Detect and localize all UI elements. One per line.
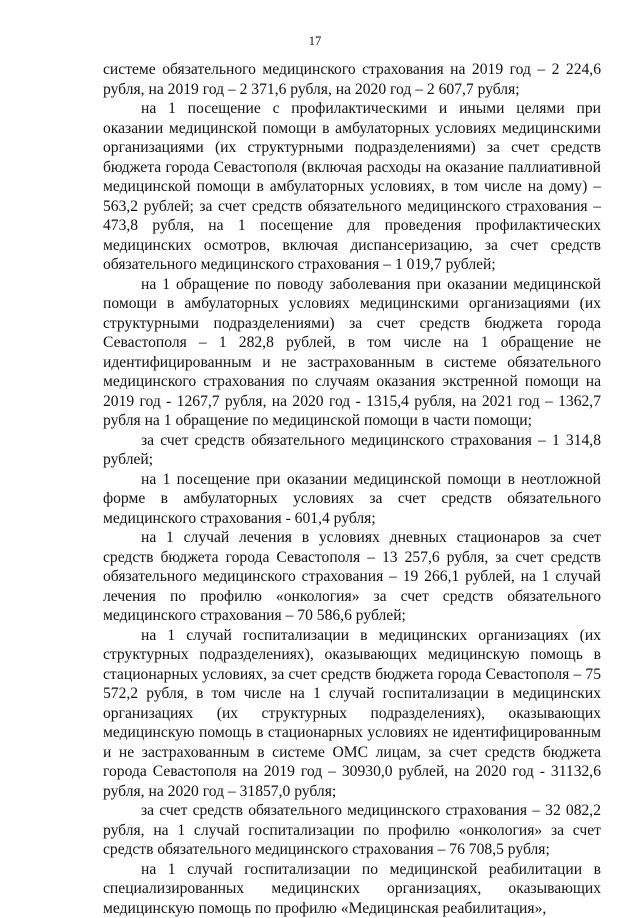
page-number: 17 <box>0 34 630 49</box>
document-body <box>103 60 601 918</box>
paragraph-oms-hospitalization: за счет средств обязательного медицинского страхования – 32 082,2 рубля, на 1 случай госпитализации по профилю «онкология» за счет средств обязательного медицинского страхования – 76 708,5 рубля; <box>103 801 601 860</box>
paragraph-disease-appeal: на 1 обращение по поводу заболевания при оказании медицинской помощи в амбулаторных условиях медицинскими организациями (их структурными подразделениями) за счет средств бюджета города Севастополя – 1 282,8 рублей, в том числе на 1 обращение не идентифицированным и не застрахованным в системе обязательного медицинского страхования по случаям оказания экстренной помощи на 2019 год - 1267,7 рубля, на 2020 год - 1315,4 рубля, на 2021 год – 1362,7 рубля на 1 обращение по медицинской помощи в части помощи; <box>103 275 601 431</box>
paragraph-oms-appeal: за счет средств обязательного медицинского страхования – 1 314,8 рублей; <box>103 431 601 470</box>
paragraph-rehabilitation: на 1 случай госпитализации по медицинской реабилитации в специализированных медицинских организациях, оказывающих медицинскую помощь по профилю «Медицинская реабилитация», <box>103 860 601 918</box>
paragraph-urgent-visit: на 1 посещение при оказании медицинской помощи в неотложной форме в амбулаторных условиях за счет средств обязательного медицинского страхования - 601,4 рубля; <box>103 470 601 529</box>
paragraph-hospitalization: на 1 случай госпитализации в медицинских организациях (их структурных подразделениях), оказывающих медицинскую помощь в стационарных условиях, за счет средств бюджета города Севастополя – 75 572,2 рубля, в том числе на 1 случай госпитализации в медицинских организациях (их структурных подразделениях), оказывающих медицинскую помощь в стационарных условиях не идентифицированным и не застрахованным в системе ОМС лицам, за счет средств бюджета города Севастополя на 2019 год – 30930,0 рублей, на 2020 год - 31132,6 рубля, на 2020 год – 31857,0 рубля; <box>103 626 601 802</box>
paragraph-continuation: системе обязательного медицинского страхования на 2019 год – 2 224,6 рубля, на 2019 год – 2 371,6 рубля, на 2020 год – 2 607,7 рубля; <box>103 60 601 99</box>
paragraph-day-hospital: на 1 случай лечения в условиях дневных стационаров за счет средств бюджета города Севастополя – 13 257,6 рубля, за счет средств обязательного медицинского страхования – 19 266,1 рублей, на 1 случай лечения по профилю «онкология» за счет средств обязательного медицинского страхования – 70 586,6 рублей; <box>103 528 601 626</box>
paragraph-outpatient-visit: на 1 посещение с профилактическими и иными целями при оказании медицинской помощи в амбулаторных условиях медицинскими организациями (их структурными подразделениями) за счет средств бюджета города Севастополя (включая расходы на оказание паллиативной медицинской помощи в амбулаторных условиях, в том числе на дому) – 563,2 рублей; за счет средств обязательного медицинского страхования – 473,8 рубля, на 1 посещение для проведения профилактических медицинских осмотров, включая диспансеризацию, за счет средств обязательного медицинского страхования – 1 019,7 рублей; <box>103 99 601 275</box>
